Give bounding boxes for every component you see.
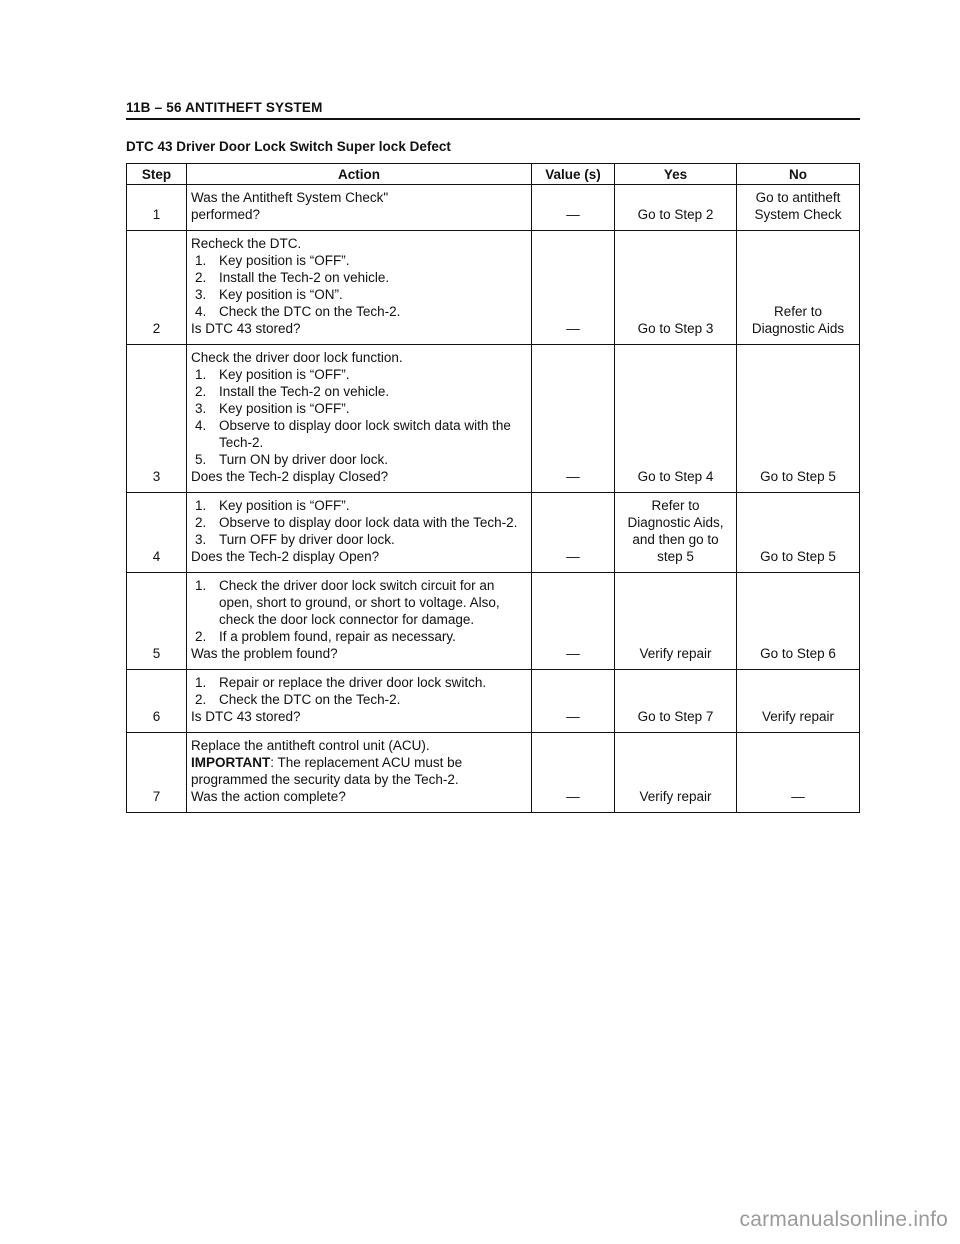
item-text: Key position is “OFF”. [219, 498, 350, 513]
value-cell: — [532, 185, 615, 231]
watermark: carmanualsonline.info [739, 1208, 948, 1231]
no-cell: Go to Step 5 [737, 493, 860, 573]
column-header-no: No [737, 164, 860, 185]
no-cell: Go to antitheft System Check [737, 185, 860, 231]
action-step-item [191, 451, 527, 468]
item-text: Repair or replace the driver door lock switch. [219, 675, 487, 690]
action-cell [187, 573, 532, 670]
action-cell [187, 493, 532, 573]
item-text: Check the DTC on the Tech-2. [219, 304, 401, 319]
yes-cell: Go to Step 7 [615, 670, 737, 733]
action-text: Was the problem found? [191, 646, 338, 661]
step-cell: 3 [127, 345, 187, 493]
table-row [127, 493, 860, 573]
table-row [127, 345, 860, 493]
dtc-title: DTC 43 Driver Door Lock Switch Super lock Defect [126, 139, 451, 154]
item-number: 2. [195, 384, 207, 399]
item-text: If a problem found, repair as necessary. [219, 629, 456, 644]
yes-cell: Go to Step 3 [615, 231, 737, 345]
action-text: performed? [191, 207, 261, 222]
value-cell: — [532, 670, 615, 733]
yes-cell: Verify repair [615, 733, 737, 813]
action-step-item [191, 269, 527, 286]
page-header: 11B – 56 ANTITHEFT SYSTEM [126, 100, 860, 120]
value-cell: — [532, 573, 615, 670]
action-step-item [191, 514, 527, 531]
table-row [127, 733, 860, 813]
action-text: Is DTC 43 stored? [191, 321, 301, 336]
item-text: Turn OFF by driver door lock. [219, 532, 395, 547]
yes-cell: Refer to Diagnostic Aids, and then go to step 5 [615, 493, 737, 573]
action-text: Recheck the DTC. [191, 236, 302, 251]
step-cell: 5 [127, 573, 187, 670]
item-number: 1. [195, 675, 207, 690]
action-cell [187, 670, 532, 733]
yes-cell: Go to Step 2 [615, 185, 737, 231]
table-row [127, 670, 860, 733]
important-text: : The replacement ACU must be programmed the security data by the Tech-2. [191, 755, 463, 787]
value-cell: — [532, 345, 615, 493]
action-step-item [191, 674, 527, 691]
column-header-yes: Yes [615, 164, 737, 185]
action-cell [187, 185, 532, 231]
action-step-item [191, 286, 527, 303]
item-number: 2. [195, 629, 207, 644]
item-text: Key position is “OFF”. [219, 367, 350, 382]
action-step-item [191, 497, 527, 514]
action-step-item [191, 628, 527, 645]
action-text: Check the driver door lock function. [191, 350, 403, 365]
action-text: Is DTC 43 stored? [191, 709, 301, 724]
no-cell: — [737, 733, 860, 813]
no-cell: Go to Step 5 [737, 345, 860, 493]
value-cell: — [532, 733, 615, 813]
action-text: Was the Antitheft System Check" [191, 190, 389, 205]
item-number: 3. [195, 532, 207, 547]
diagnostic-table [126, 163, 860, 813]
step-cell: 4 [127, 493, 187, 573]
step-cell: 6 [127, 670, 187, 733]
action-step-item [191, 577, 527, 628]
value-cell: — [532, 493, 615, 573]
action-step-item [191, 400, 527, 417]
item-text: Observe to display door lock data with the Tech-2. [219, 515, 518, 530]
item-text: Key position is “OFF”. [219, 401, 350, 416]
item-text: Install the Tech-2 on vehicle. [219, 384, 390, 399]
no-cell: Go to Step 6 [737, 573, 860, 670]
item-number: 1. [195, 367, 207, 382]
item-number: 1. [195, 253, 207, 268]
item-text: Turn ON by driver door lock. [219, 452, 389, 467]
important-note [191, 754, 527, 788]
item-number: 3. [195, 401, 207, 416]
value-cell: — [532, 231, 615, 345]
action-cell [187, 733, 532, 813]
item-text: Key position is “OFF”. [219, 253, 350, 268]
no-cell: Verify repair [737, 670, 860, 733]
item-number: 4. [195, 418, 207, 433]
item-number: 1. [195, 578, 207, 593]
table-header-row [127, 164, 860, 185]
no-cell: Refer to Diagnostic Aids [737, 231, 860, 345]
item-number: 2. [195, 270, 207, 285]
action-step-item [191, 531, 527, 548]
action-step-item [191, 691, 527, 708]
item-number: 5. [195, 452, 207, 467]
item-text: Check the DTC on the Tech-2. [219, 692, 401, 707]
item-number: 2. [195, 692, 207, 707]
table-row [127, 231, 860, 345]
yes-cell: Go to Step 4 [615, 345, 737, 493]
item-number: 4. [195, 304, 207, 319]
important-label: IMPORTANT [191, 755, 271, 770]
action-step-item [191, 366, 527, 383]
step-cell: 1 [127, 185, 187, 231]
item-number: 2. [195, 515, 207, 530]
action-text: Does the Tech-2 display Open? [191, 549, 380, 564]
item-text: Install the Tech-2 on vehicle. [219, 270, 390, 285]
action-text: Replace the antitheft control unit (ACU). [191, 738, 430, 753]
item-number: 1. [195, 498, 207, 513]
action-step-item [191, 383, 527, 400]
column-header-step: Step [127, 164, 187, 185]
table-row [127, 185, 860, 231]
action-step-item [191, 303, 527, 320]
step-cell: 2 [127, 231, 187, 345]
yes-cell: Verify repair [615, 573, 737, 670]
action-text: Does the Tech-2 display Closed? [191, 469, 389, 484]
item-number: 3. [195, 287, 207, 302]
column-header-action: Action [187, 164, 532, 185]
step-cell: 7 [127, 733, 187, 813]
action-cell [187, 345, 532, 493]
column-header-value: Value (s) [532, 164, 615, 185]
item-text: Observe to display door lock switch data with the Tech-2. [219, 418, 511, 450]
item-text: Check the driver door lock switch circuit for an open, short to ground, or short to voltage. Also, check the door lock connector for damage. [219, 578, 500, 627]
action-step-item [191, 417, 527, 451]
item-text: Key position is “ON”. [219, 287, 343, 302]
action-text: Was the action complete? [191, 789, 346, 804]
action-cell [187, 231, 532, 345]
action-step-item [191, 252, 527, 269]
table-row [127, 573, 860, 670]
